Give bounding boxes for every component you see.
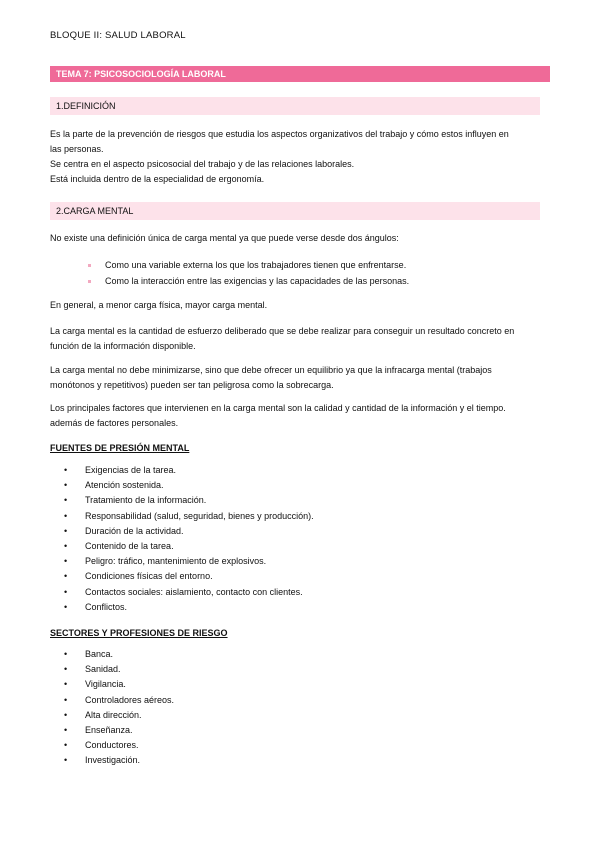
bullet-icon: • [64, 510, 68, 521]
bullet-icon [88, 264, 91, 267]
carga-mental-intro: No existe una definición única de carga mental ya que puede verse desde dos ángulos: [50, 233, 399, 243]
sectores-heading: SECTORES Y PROFESIONES DE RIESGO [50, 628, 228, 638]
paragraph-equilibrio-2: monótonos y repetitivos) pueden ser tan peligrosa como la sobrecarga. [50, 380, 334, 390]
bullet-icon: • [64, 465, 68, 475]
list-item: • Banca. [50, 647, 174, 662]
list-item: Como la interacción entre las exigencias y las capacidades de las personas. [50, 274, 409, 290]
bullet-icon [88, 280, 91, 283]
bullet-icon: • [64, 540, 68, 551]
fuentes-heading: FUENTES DE PRESIÓN MENTAL [50, 443, 190, 453]
list-item: • Sanidad. [50, 662, 174, 677]
list-item: Como una variable externa los que los trabajadores tienen que enfrentarse. [50, 258, 409, 274]
bullet-icon: • [64, 495, 68, 506]
list-item: • Condiciones físicas del entorno. [50, 569, 314, 584]
paragraph-factores-2: además de factores personales. [50, 418, 179, 428]
definition-line-4: Está incluida dentro de la especialidad de ergonomía. [50, 174, 265, 184]
bullet-icon: • [64, 679, 68, 690]
bullet-icon: • [64, 571, 68, 582]
definition-line-3: Se centra en el aspecto psicosocial del trabajo y de las relaciones laborales. [50, 159, 355, 169]
list-item: • Conflictos. [50, 600, 314, 615]
bullet-icon: • [64, 649, 68, 659]
topic-title-bar: TEMA 7: PSICOSOCIOLOGÍA LABORAL [50, 66, 550, 82]
list-item: • Contactos sociales: aislamiento, contacto con clientes. [50, 585, 314, 600]
list-item: • Tratamiento de la información. [50, 493, 314, 508]
bullet-icon: • [64, 480, 68, 491]
bullet-icon: • [64, 755, 68, 766]
bullet-icon: • [64, 709, 68, 720]
list-item: • Enseñanza. [50, 723, 174, 738]
definition-line-1: Es la parte de la prevención de riesgos que estudia los aspectos organizativos del trabajo y cómo estos influyen en [50, 129, 509, 139]
page-header: BLOQUE II: SALUD LABORAL [50, 30, 186, 41]
bullet-icon: • [64, 724, 68, 735]
paragraph-factores-1: Los principales factores que intervienen en la carga mental son la calidad y cantidad de la información y el tiempo. [50, 403, 506, 413]
definition-line-2: las personas. [50, 144, 104, 154]
bullet-icon: • [64, 525, 68, 536]
list-item: • Contenido de la tarea. [50, 539, 314, 554]
paragraph-definicion-carga-2: función de la información disponible. [50, 341, 196, 351]
bullet-icon: • [64, 694, 68, 705]
paragraph-equilibrio-1: La carga mental no debe minimizarse, sino que debe ofrecer un equilibrio ya que la infracarga mental (trabajos [50, 365, 492, 375]
angles-list [50, 258, 409, 289]
bullet-icon: • [64, 601, 68, 612]
bullet-icon: • [64, 664, 68, 675]
list-item: • Atención sostenida. [50, 478, 314, 493]
list-item: • Vigilancia. [50, 677, 174, 692]
sectores-list [50, 647, 174, 769]
list-item: • Investigación. [50, 753, 174, 768]
bullet-icon: • [64, 740, 68, 751]
list-item: • Alta dirección. [50, 708, 174, 723]
list-item: • Peligro: tráfico, mantenimiento de explosivos. [50, 554, 314, 569]
bullet-icon: • [64, 556, 68, 567]
section-definicion-heading: 1.DEFINICIÓN [50, 97, 540, 115]
bullet-icon: • [64, 586, 68, 597]
fuentes-list [50, 463, 314, 615]
list-item: • Duración de la actividad. [50, 524, 314, 539]
list-item: • Conductores. [50, 738, 174, 753]
list-item: • Responsabilidad (salud, seguridad, bienes y producción). [50, 509, 314, 524]
section-carga-mental-heading: 2.CARGA MENTAL [50, 202, 540, 220]
paragraph-definicion-carga-1: La carga mental es la cantidad de esfuerzo deliberado que se debe realizar para conseguir un resultado concreto en [50, 326, 515, 336]
list-item: • Controladores aéreos. [50, 693, 174, 708]
list-item: • Exigencias de la tarea. [50, 463, 314, 478]
paragraph-carga-fisica: En general, a menor carga física, mayor carga mental. [50, 300, 268, 310]
